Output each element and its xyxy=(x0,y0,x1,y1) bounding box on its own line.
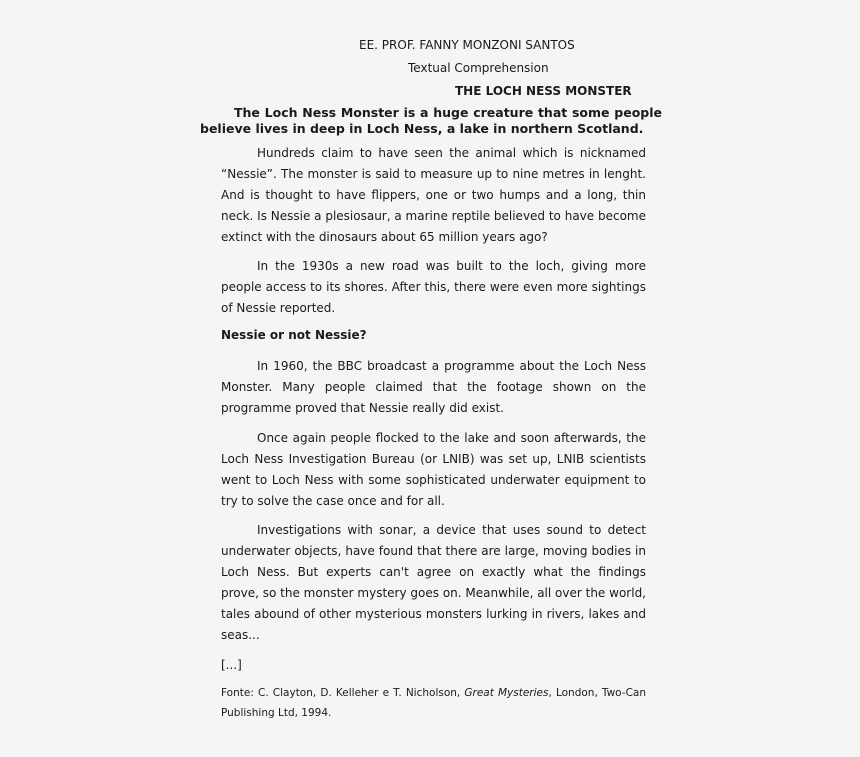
teacher-name: EE. PROF. FANNY MONZONI SANTOS xyxy=(359,38,575,52)
paragraph-2: In the 1930s a new road was built to the loch, giving more people access to its shores. After this, there were even more sightings of Nessie reported. xyxy=(221,259,646,315)
paragraph-4: Once again people flocked to the lake and soon afterwards, the Loch Ness Investigation Bureau (or LNIB) was set up, LNIB scientists went to Loch Ness with some sophisticated underwater equipment to try to solve the case once and for all. xyxy=(221,431,646,508)
document-title: THE LOCH NESS MONSTER xyxy=(455,84,632,98)
subject-line: Textual Comprehension xyxy=(408,61,549,75)
source-suffix: , London, Two-Can Publishing Ltd, 1994. xyxy=(221,687,647,719)
paragraph-1: Hundreds claim to have seen the animal which is nicknamed “Nessie”. The monster is said to measure up to nine metres in lenght. And is thought to have flippers, one or two humps and a long, thin neck. Is Nessie a plesiosaur, a marine reptile believed to have become extinct with the dinosaurs about 65 million years ago? xyxy=(221,146,646,244)
paragraph-3: In 1960, the BBC broadcast a programme about the Loch Ness Monster. Many people claimed that the footage shown on the programme proved that Nessie really did exist. xyxy=(221,359,646,415)
source-citation xyxy=(221,683,646,723)
source-prefix: Fonte: C. Clayton, D. Kelleher e T. Nicholson, xyxy=(221,687,465,699)
ellipsis: [...] xyxy=(221,658,242,672)
source-book-title: Great Mysteries xyxy=(464,687,549,699)
paragraph-5: Investigations with sonar, a device that uses sound to detect underwater objects, have found that there are large, moving bodies in Loch Ness. But experts can't agree on exactly what the findings prove, so the monster mystery goes on. Meanwhile, all over the world, tales abound of other mysterious monsters lurking in rivers, lakes and seas... xyxy=(221,523,646,642)
intro-paragraph: The Loch Ness Monster is a huge creature that some people believe lives in deep in Loch Ness, a lake in northern Scotland. xyxy=(200,105,662,136)
subheading: Nessie or not Nessie? xyxy=(221,328,367,342)
